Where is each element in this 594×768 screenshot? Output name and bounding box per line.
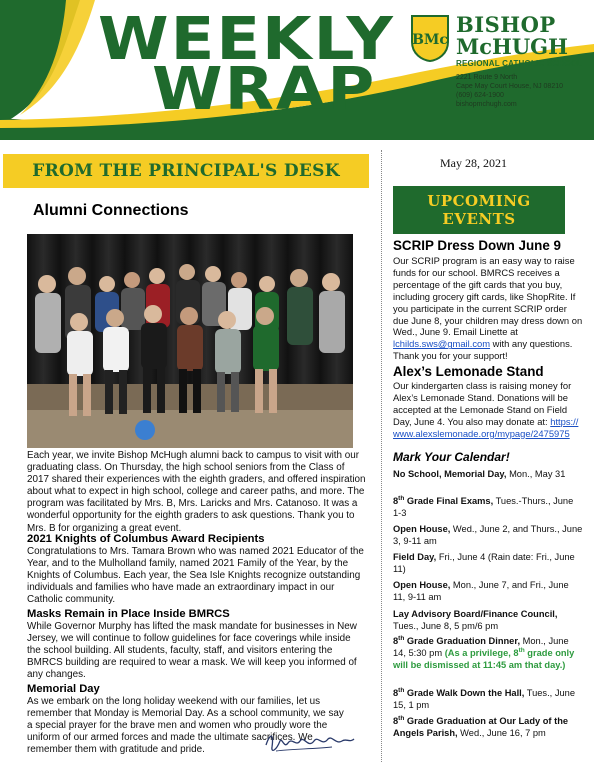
masks-paragraph: While Governor Murphy has lifted the mask mandate for businesses in New Jersey, we will continue to follow guidelines for face coverings while inside the school building. All students, faculty, staff, and visitors entering the BMRCS building are required to wear a mask. We will keep you informed of any changes. [27,621,357,681]
calendar-item-title: Grade Walk Down the Hall, [404,688,525,698]
scrip-text: Our SCRIP program is an easy way to raise funds for our school. BMRCS receives a percentage of the gift cards that you buy, including grocery gift cards, like ShopRite. If you participate in the current SCRIP order due June 8, your children may dress down on Wed., June 9. Email Linette at [393,255,583,338]
lemonade-text: Our kindergarten class is raising money for Alex’s Lemonade Stand. Donations will be accepted at the Lemonade Stand on Field Day, June 4. You also may donate at: [393,380,572,427]
school-name-line1: BISHOP [456,12,556,37]
crest-letters: BMc [412,32,448,48]
issue-date: May 28, 2021 [440,156,507,170]
calendar-item [393,636,583,672]
school-address-line1: 2221 Route 9 North [456,74,518,81]
calendar-heading: Mark Your Calendar! [393,450,510,464]
calendar-item-ordinal: 8 [393,688,399,698]
school-website[interactable]: bishopmchugh.com [456,101,517,108]
calendar-item [393,469,583,481]
principal-desk-title: FROM THE PRINCIPAL'S DESK [32,161,340,181]
calendar-item [393,496,583,520]
calendar-item [393,688,583,712]
calendar-item-detail: Mon., May 31 [506,469,566,479]
calendar-item-title: Open House, [393,580,451,590]
kofc-heading: 2021 Knights of Columbus Award Recipients [27,533,265,545]
calendar-item-ordinal-suffix: th [398,714,405,722]
masks-heading: Masks Remain in Place Inside BMRCS [27,608,230,620]
title-weekly: WEEKLY [98,5,395,74]
lemonade-heading: Alex’s Lemonade Stand [393,364,544,379]
calendar-item [393,524,583,548]
calendar-item-detail: Tues., June 8, 5 pm/6 pm [393,620,499,631]
calendar-item-detail: Wed., June 2, and Thurs., June 3, 9-11 am [393,524,583,546]
calendar-note-text-end: grade only will be dismissed at 11:45 am that day.) [393,647,575,670]
calendar-item-ordinal: 8 [393,636,399,646]
school-name-line2: McHUGH [456,34,568,59]
upcoming-events-line2: EVENTS [442,210,516,228]
calendar-item-ordinal-suffix: th [398,686,405,694]
calendar-item-title: Open House, [393,524,451,534]
calendar-note-text: (As a privilege, 8 [444,647,519,658]
scrip-paragraph [393,255,583,362]
calendar-item-ordinal: 8 [393,496,399,506]
title-wrap: WRAP [152,55,377,124]
calendar-item-title: Field Day, [393,552,437,562]
memorial-heading: Memorial Day [27,683,100,695]
group-photo-illustration [27,234,353,448]
upcoming-events-banner [393,186,565,234]
school-address-line2: Cape May Court House, NJ 08210 [456,83,563,90]
calendar-item-ordinal-suffix: th [398,634,405,642]
calendar-item-title: Grade Graduation Dinner, [404,636,521,646]
alumni-heading: Alumni Connections [33,202,189,219]
kofc-paragraph: Congratulations to Mrs. Tamara Brown who was named 2021 Educator of the Year, and to the Mulholland family, named 2021 Family of the Year, by the Knights of Columbus. Each year, the Sea Isle Knights recognize outstanding individuals and families who have made an extraordinary impact in our Catholic community. [27,546,364,606]
scrip-heading: SCRIP Dress Down June 9 [393,238,561,253]
scrip-email-link[interactable]: lchilds.sws@gmail.com [393,338,491,350]
calendar-item-title: No School, Memorial Day, [393,469,507,479]
calendar-item-detail: Mon., June 7, and Fri., June 11, 9-11 am [393,580,569,602]
calendar-item-title: Grade Final Exams, [404,496,494,506]
calendar-item-detail: Fri., June 4 (Rain date: Fri., June 11) [393,552,575,574]
calendar-item [393,552,583,576]
calendar-item-title: Lay Advisory Board/Finance Council, [393,609,558,619]
memorial-paragraph: As we embark on the long holiday weekend with our families, let us remember that Monday is Memorial Day. As a school community, we say a special prayer for the brave men and women who proudly wore the uniform of our armed forces and made the ultimate sacrifices. We remember them with gratitude and pride. [27,696,344,756]
calendar-item-detail: Tues., June 15, 1 pm [393,688,575,710]
school-crest-icon [410,14,450,62]
calendar-item [393,716,583,740]
principal-desk-banner [3,154,369,188]
lemonade-paragraph [393,380,583,440]
scrip-text-end: with any questions. Thank you for your support! [393,338,573,362]
calendar-item-ordinal-suffix: th [398,494,405,502]
newsletter-header [0,0,594,140]
school-subtitle: REGIONAL CATHOLIC SCHOOL [456,59,583,68]
alumni-group-photo [27,234,353,448]
lemonade-donation-link[interactable]: https://www.alexslemonade.org/mypage/2475975 [393,415,579,439]
alumni-paragraph: Each year, we invite Bishop McHugh alumni back to campus to visit with our graduating class. On Thursday, the high school seniors from the Class of 2017 shared their experiences with the eighth graders, and offered inspiration about what to expect in high school, college and career paths, and more. The program was facilitated by Mrs. B, Mrs. Laricks and Mrs. Catanoso. It was a wonderful opportunity for the eighth graders to ask questions. Thank you to Mrs. B for organizing a great event. [27,450,366,534]
column-divider [381,150,382,762]
school-phone: (609) 624-1900 [456,92,504,99]
principal-signature-icon [262,727,358,755]
calendar-item-detail: Tues.-Thurs., June 1-3 [393,496,574,518]
calendar-item-detail: Mon., June 14, 5:30 pm [393,636,569,658]
calendar-item [393,609,583,633]
calendar-item [393,580,583,604]
calendar-item-ordinal: 8 [393,716,399,726]
calendar-item-detail: Wed., June 16, 7 pm [457,727,546,738]
calendar-item-title: Grade Graduation at Our Lady of the Angels Parish, [393,716,569,738]
upcoming-events-line1: UPCOMING [427,192,531,210]
calendar-note-suffix: th [518,646,525,654]
